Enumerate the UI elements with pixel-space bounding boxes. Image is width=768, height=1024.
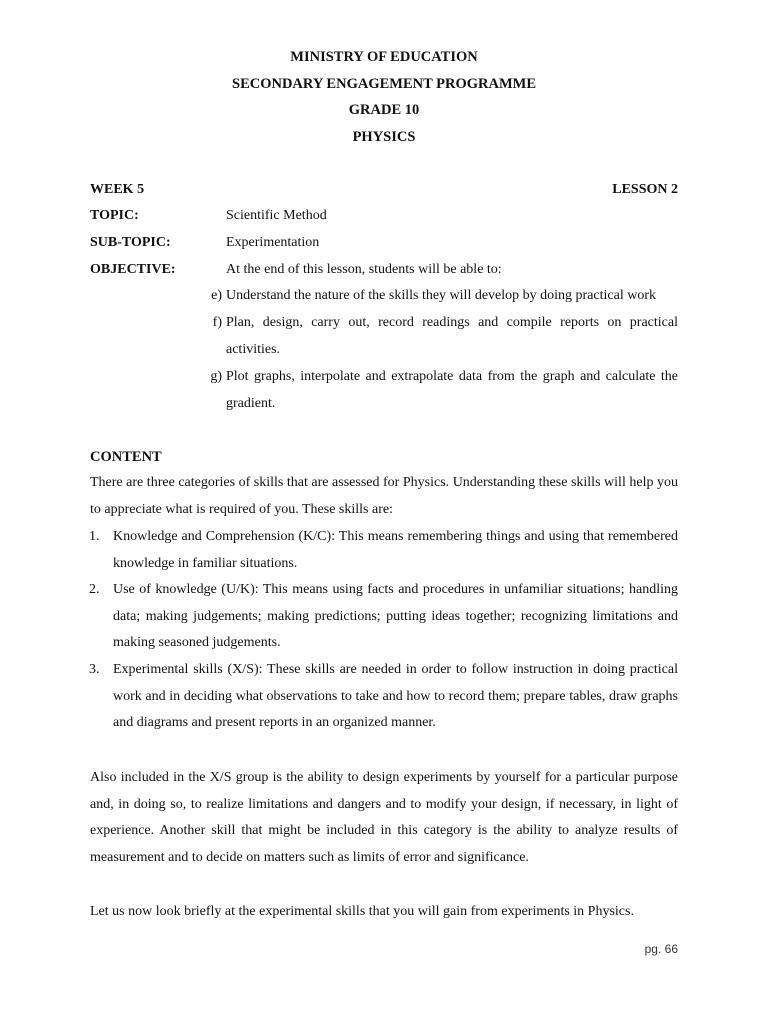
subtopic-value: Experimentation: [226, 235, 320, 250]
objective-text: Understand the nature of the skills they will develop by doing practical work: [226, 288, 657, 303]
objective-item: [211, 283, 678, 310]
objective-label: OBJECTIVE:: [90, 262, 176, 277]
objective-marker: g): [210, 369, 222, 384]
objective-intro: At the end of this lesson, students will be able to:: [226, 262, 502, 277]
topic-value: Scientific Method: [226, 208, 327, 223]
objective-text: Plot graphs, interpolate and extrapolate data from the graph and calculate the gradient.: [226, 369, 678, 411]
skill-item: [89, 577, 678, 657]
subject-title: PHYSICS: [352, 129, 416, 146]
skill-number: 3.: [89, 662, 100, 677]
xs-group-paragraph: Also included in the X/S group is the ability to design experiments by yourself for a particular purpose and, in doing so, to realize limitations and dangers and to modify your design, if necessary, in light of experience. Another skill that might be included in this category is the ability to analyze results of measurement and to decide on matters such as limits of error and significance.: [90, 770, 678, 866]
topic-row: [90, 202, 678, 229]
skill-item: [89, 524, 678, 577]
objective-row: [90, 256, 678, 283]
topic-label: TOPIC:: [90, 208, 139, 223]
week-label: WEEK 5: [90, 182, 145, 197]
skill-text: Knowledge and Comprehension (K/C): This means remembering things and using that remembered knowledge in familiar situations.: [113, 529, 678, 571]
subtopic-row: [90, 229, 678, 256]
lesson-label: LESSON 2: [612, 182, 678, 197]
content-intro: There are three categories of skills that are assessed for Physics. Understanding these skills will help you to appreciate what is required of you. These skills are:: [90, 475, 678, 517]
week-lesson-row: [90, 176, 678, 203]
page-number: pg. 66: [644, 942, 678, 956]
objective-item: [212, 310, 678, 363]
programme-title: SECONDARY ENGAGEMENT PROGRAMME: [232, 75, 536, 92]
objective-marker: f): [212, 315, 222, 330]
objective-item: [210, 364, 678, 417]
skill-text: Use of knowledge (U/K): This means using facts and procedures in unfamiliar situations; handling data; making judgements; making predictions; putting ideas together; recognizing limitations and making seasoned judgements.: [113, 582, 678, 651]
subtopic-label: SUB-TOPIC:: [90, 235, 171, 250]
closing-paragraph: Let us now look briefly at the experimental skills that you will gain from experiments in Physics.: [90, 904, 634, 919]
skill-text: Experimental skills (X/S): These skills are needed in order to follow instruction in doing practical work and in deciding what observations to take and how to record them; prepare tables, draw graphs and diagrams and present reports in an organized manner.: [113, 662, 678, 731]
skill-number: 1.: [89, 529, 100, 544]
document-header: [0, 44, 768, 151]
content-heading: CONTENT: [90, 449, 162, 465]
objective-marker: e): [211, 288, 222, 303]
objective-text: Plan, design, carry out, record readings and compile reports on practical activities.: [226, 315, 678, 357]
ministry-title: MINISTRY OF EDUCATION: [290, 49, 478, 65]
grade-title: GRADE 10: [348, 102, 420, 119]
skill-item: [89, 657, 678, 737]
skill-number: 2.: [89, 582, 100, 597]
